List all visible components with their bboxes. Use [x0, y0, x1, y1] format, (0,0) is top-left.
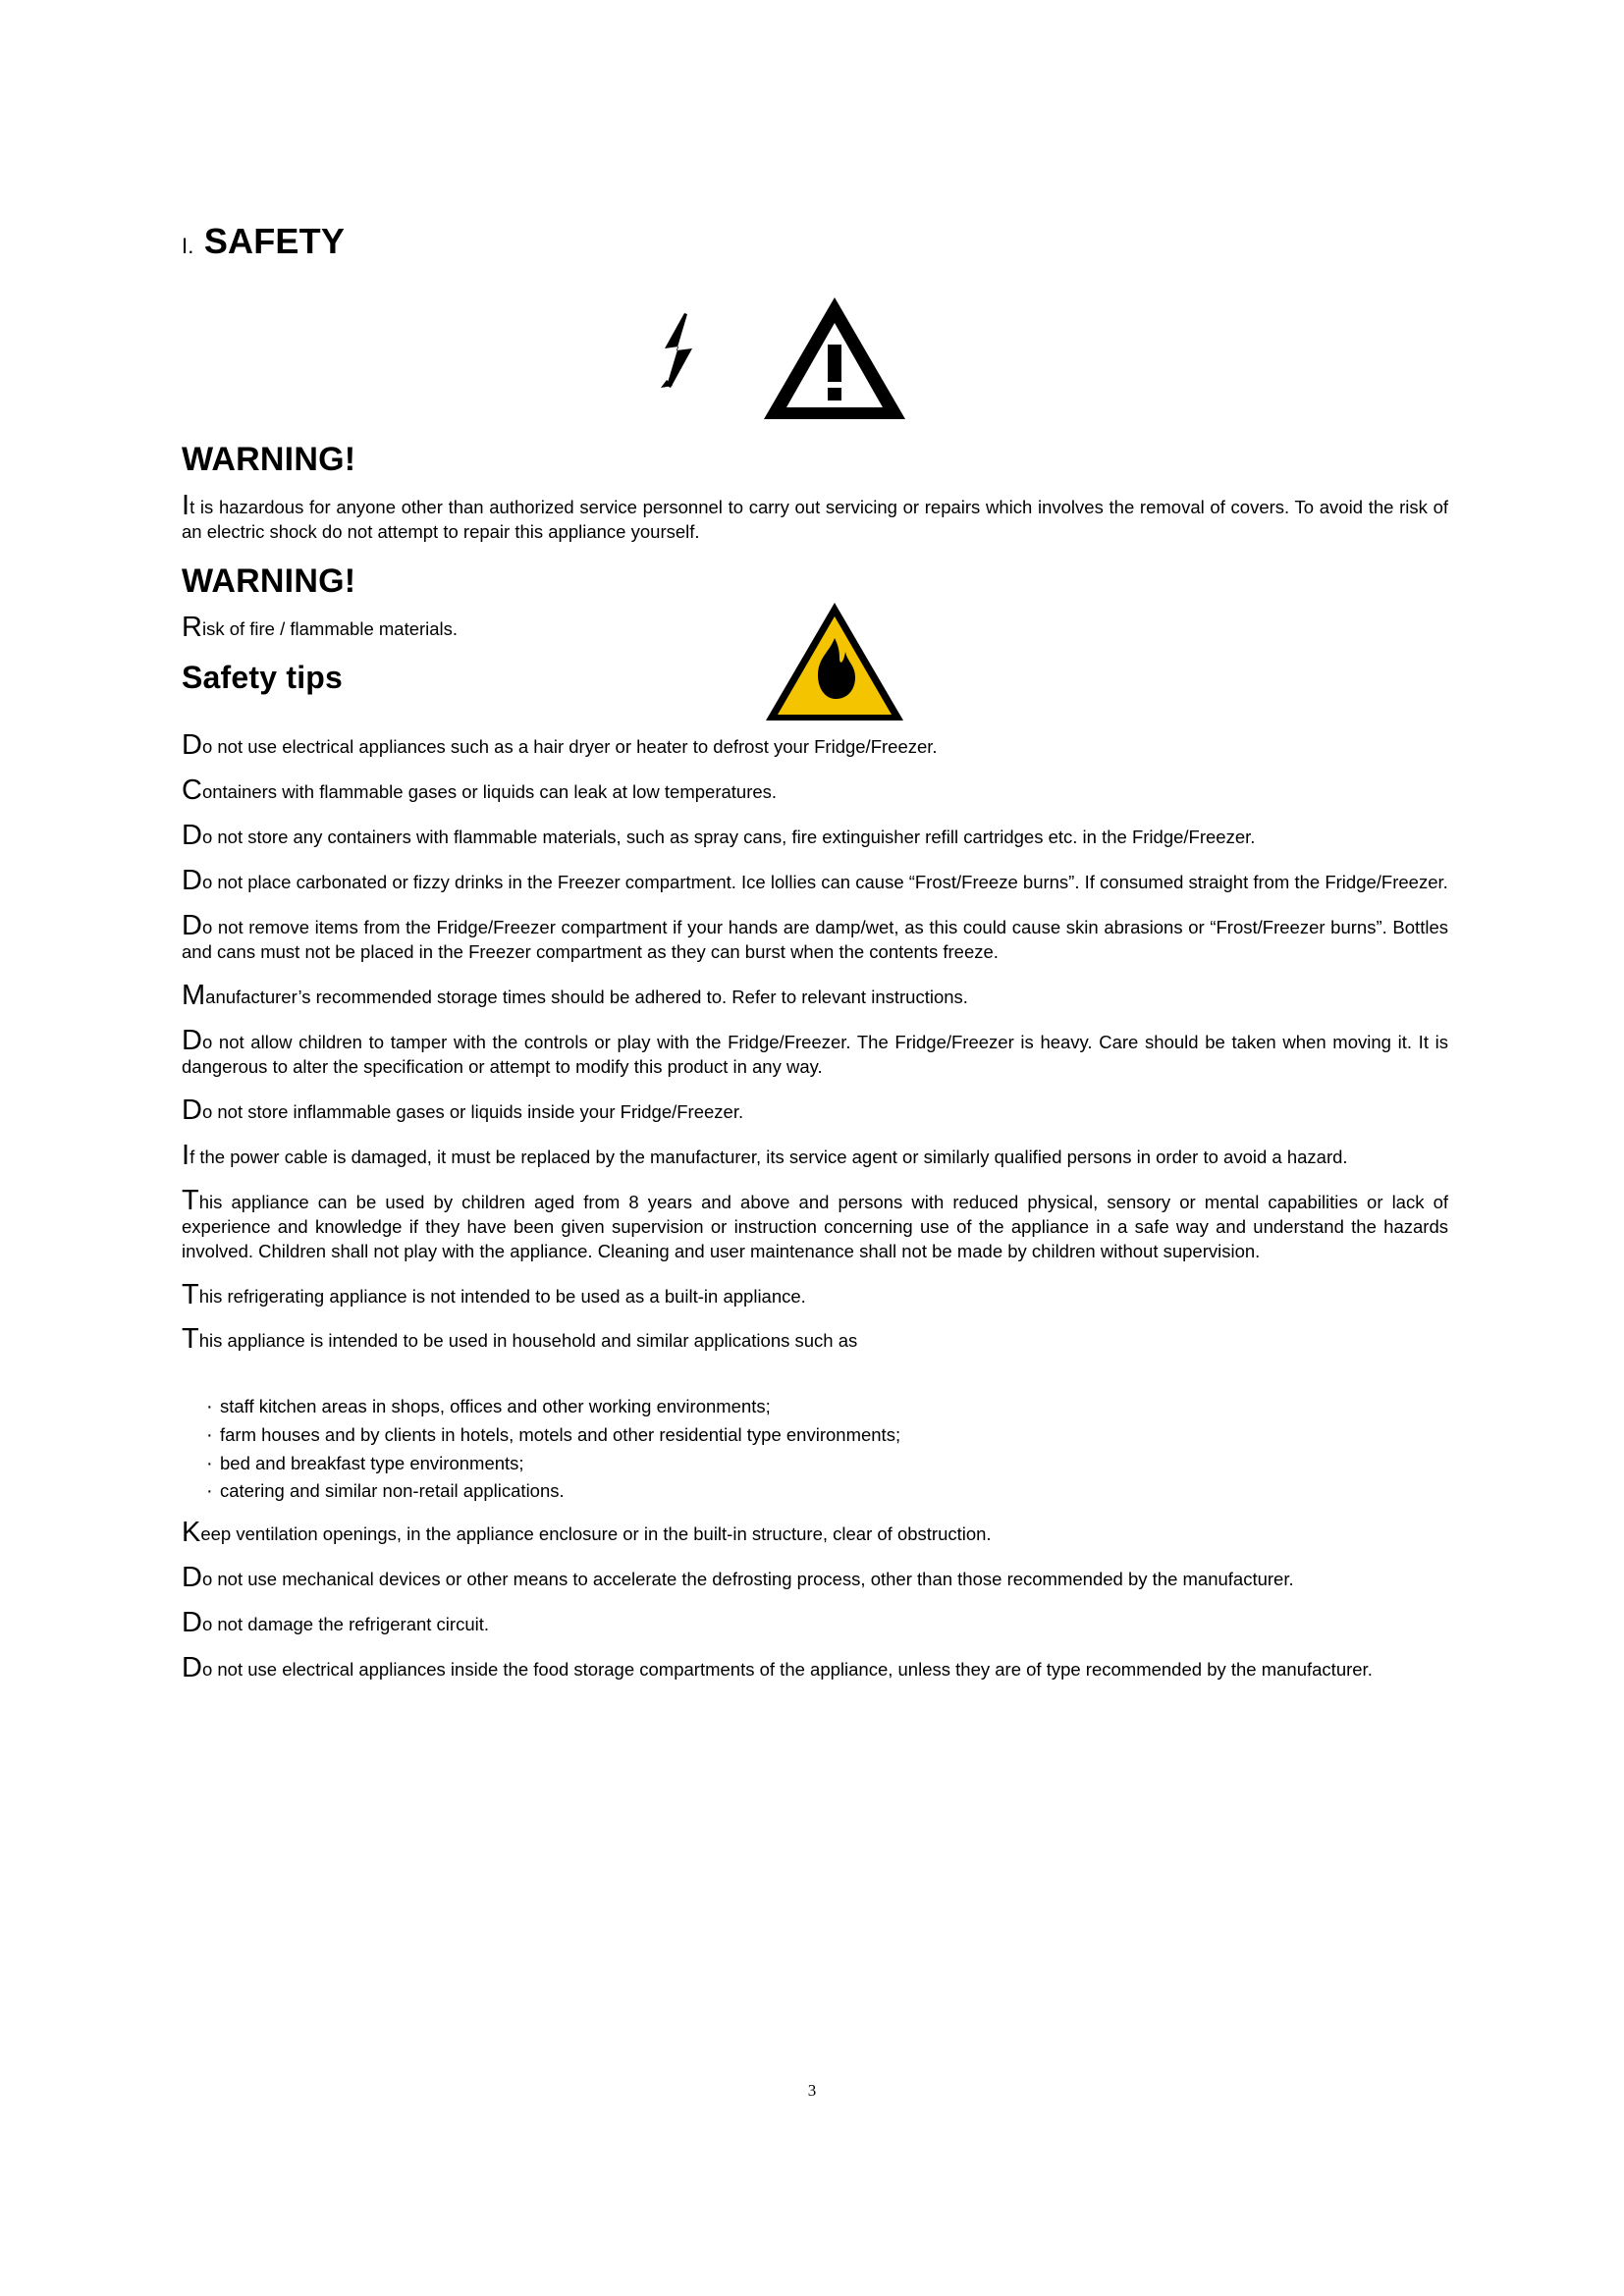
- dropcap: I: [182, 1139, 190, 1171]
- list-item: · catering and similar non-retail applications.: [206, 1477, 1448, 1506]
- paragraph-text: o not use mechanical devices or other means to accelerate the defrosting process, other than those recommended by the manufacturer.: [201, 1569, 1294, 1590]
- safety-tip-3: [182, 864, 1448, 896]
- dropcap: D: [182, 1607, 202, 1639]
- paragraph-text: o not store any containers with flammable materials, such as spray cans, fire extinguisher refill cartridges etc. in the Fridge/Freezer.: [201, 826, 1256, 847]
- safety-tip-7: [182, 1094, 1448, 1126]
- paragraph-text: o not store inflammable gases or liquids inside your Fridge/Freezer.: [201, 1100, 744, 1122]
- safety-tip-10: [182, 1278, 1448, 1310]
- dropcap: T: [182, 1323, 199, 1356]
- warning-paragraph-1: [182, 490, 1448, 545]
- paragraph-text: o not use electrical appliances such as a hair dryer or heater to defrost your Fridge/Freezer.: [201, 735, 938, 757]
- dropcap: D: [182, 1024, 202, 1056]
- page-content: [182, 0, 1448, 1700]
- dropcap: I: [182, 490, 190, 521]
- dropcap: R: [182, 611, 202, 643]
- dropcap: D: [182, 728, 202, 761]
- section-numeral: I.: [182, 234, 194, 258]
- paragraph-text: f the power cable is damaged, it must be replaced by the manufacturer, its service agent or similarly qualified persons in order to avoid a hazard.: [189, 1146, 1348, 1167]
- applications-list: [182, 1393, 1448, 1506]
- safety-tip-6: [182, 1024, 1448, 1080]
- paragraph-text: o not remove items from the Fridge/Freezer compartment if your hands are damp/wet, as this could cause skin abrasions or “Frost/Freezer burns”. Bottles and cans must not be placed in the Freezer compartment as they can burst when the contents freeze.: [182, 916, 1448, 962]
- list-item: · bed and breakfast type environments;: [206, 1450, 1448, 1478]
- dropcap: D: [182, 864, 202, 896]
- safety-tip-1: [182, 774, 1448, 806]
- dropcap: T: [182, 1184, 199, 1216]
- safety-tip-14: [182, 1607, 1448, 1639]
- page-number: 3: [807, 2081, 817, 2100]
- list-item: · staff kitchen areas in shops, offices and other working environments;: [206, 1393, 1448, 1421]
- paragraph-text: ontainers with flammable gases or liquids can leak at low temperatures.: [201, 780, 778, 802]
- page-title: [182, 0, 1448, 262]
- dropcap: D: [182, 1652, 202, 1684]
- paragraph-text: anufacturer’s recommended storage times should be adhered to. Refer to relevant instructions.: [205, 986, 968, 1007]
- safety-tip-8: [182, 1139, 1448, 1171]
- safety-tip-11: [182, 1323, 1448, 1356]
- warning-heading-2: WARNING!: [182, 561, 356, 600]
- safety-tip-2: [182, 819, 1448, 851]
- hazard-symbols: [182, 284, 1448, 441]
- paragraph-text: his appliance is intended to be used in household and similar applications such as: [198, 1330, 858, 1352]
- safety-tip-0: [182, 728, 1448, 761]
- flammable-warning-block: [182, 611, 1448, 732]
- safety-tip-15: [182, 1652, 1448, 1684]
- warning-triangle-icon: [761, 294, 908, 428]
- paragraph-text: o not use electrical appliances inside the food storage compartments of the appliance, unless they are of type recommended by the manufacturer.: [201, 1659, 1373, 1681]
- safety-tip-4: [182, 909, 1448, 965]
- dropcap: D: [182, 1094, 202, 1126]
- safety-tip-12: [182, 1517, 1448, 1549]
- dropcap: C: [182, 774, 202, 806]
- paragraph-text: eep ventilation openings, in the appliance enclosure or in the built-in structure, clear of obstruction.: [200, 1523, 992, 1545]
- section-title-text: SAFETY: [203, 221, 346, 261]
- paragraph-text: his refrigerating appliance is not intended to be used as a built-in appliance.: [198, 1285, 806, 1307]
- dropcap: D: [182, 909, 202, 941]
- safety-tip-9: [182, 1184, 1448, 1264]
- dropcap: M: [182, 979, 206, 1011]
- warning-heading-1: WARNING!: [182, 441, 356, 478]
- list-item: · farm houses and by clients in hotels, motels and other residential type environments;: [206, 1421, 1448, 1450]
- flammable-materials-icon: [761, 597, 908, 731]
- paragraph-text: his appliance can be used by children aged from 8 years and above and persons with reduced physical, sensory or mental capabilities or lack of experience and knowledge if they have been given supervision or instruction concerning use of the appliance in a safe way and understand the hazards involved. Children shall not play with the appliance. Cleaning and user maintenance shall not be made by children without supervision.: [182, 1191, 1448, 1261]
- paragraph-text: t is hazardous for anyone other than authorized service personnel to carry out servicing or repairs which involves the removal of covers. To avoid the risk of an electric shock do not attempt to repair this appliance yourself.: [182, 497, 1448, 542]
- dropcap: D: [182, 1562, 202, 1594]
- paragraph-text: o not damage the refrigerant circuit.: [201, 1614, 489, 1635]
- paragraph-text: o not allow children to tamper with the controls or play with the Fridge/Freezer. The Fridge/Freezer is heavy. Care should be taken when moving it. It is dangerous to alter the specification or attempt to modify this product in any way.: [182, 1031, 1448, 1077]
- list-spacer: [182, 1371, 1448, 1393]
- paragraph-text: o not place carbonated or fizzy drinks in the Freezer compartment. Ice lollies can cause “Frost/Freeze burns”. If consumed straight from the Fridge/Freezer.: [201, 871, 1448, 892]
- dropcap: D: [182, 819, 202, 851]
- safety-tips-heading: Safety tips: [182, 659, 344, 695]
- dropcap: T: [182, 1278, 199, 1310]
- lightning-bolt-icon: [655, 311, 700, 395]
- safety-tip-5: [182, 979, 1448, 1011]
- safety-tip-13: [182, 1562, 1448, 1594]
- dropcap: K: [182, 1517, 201, 1549]
- paragraph-text: isk of fire / flammable materials.: [201, 617, 459, 639]
